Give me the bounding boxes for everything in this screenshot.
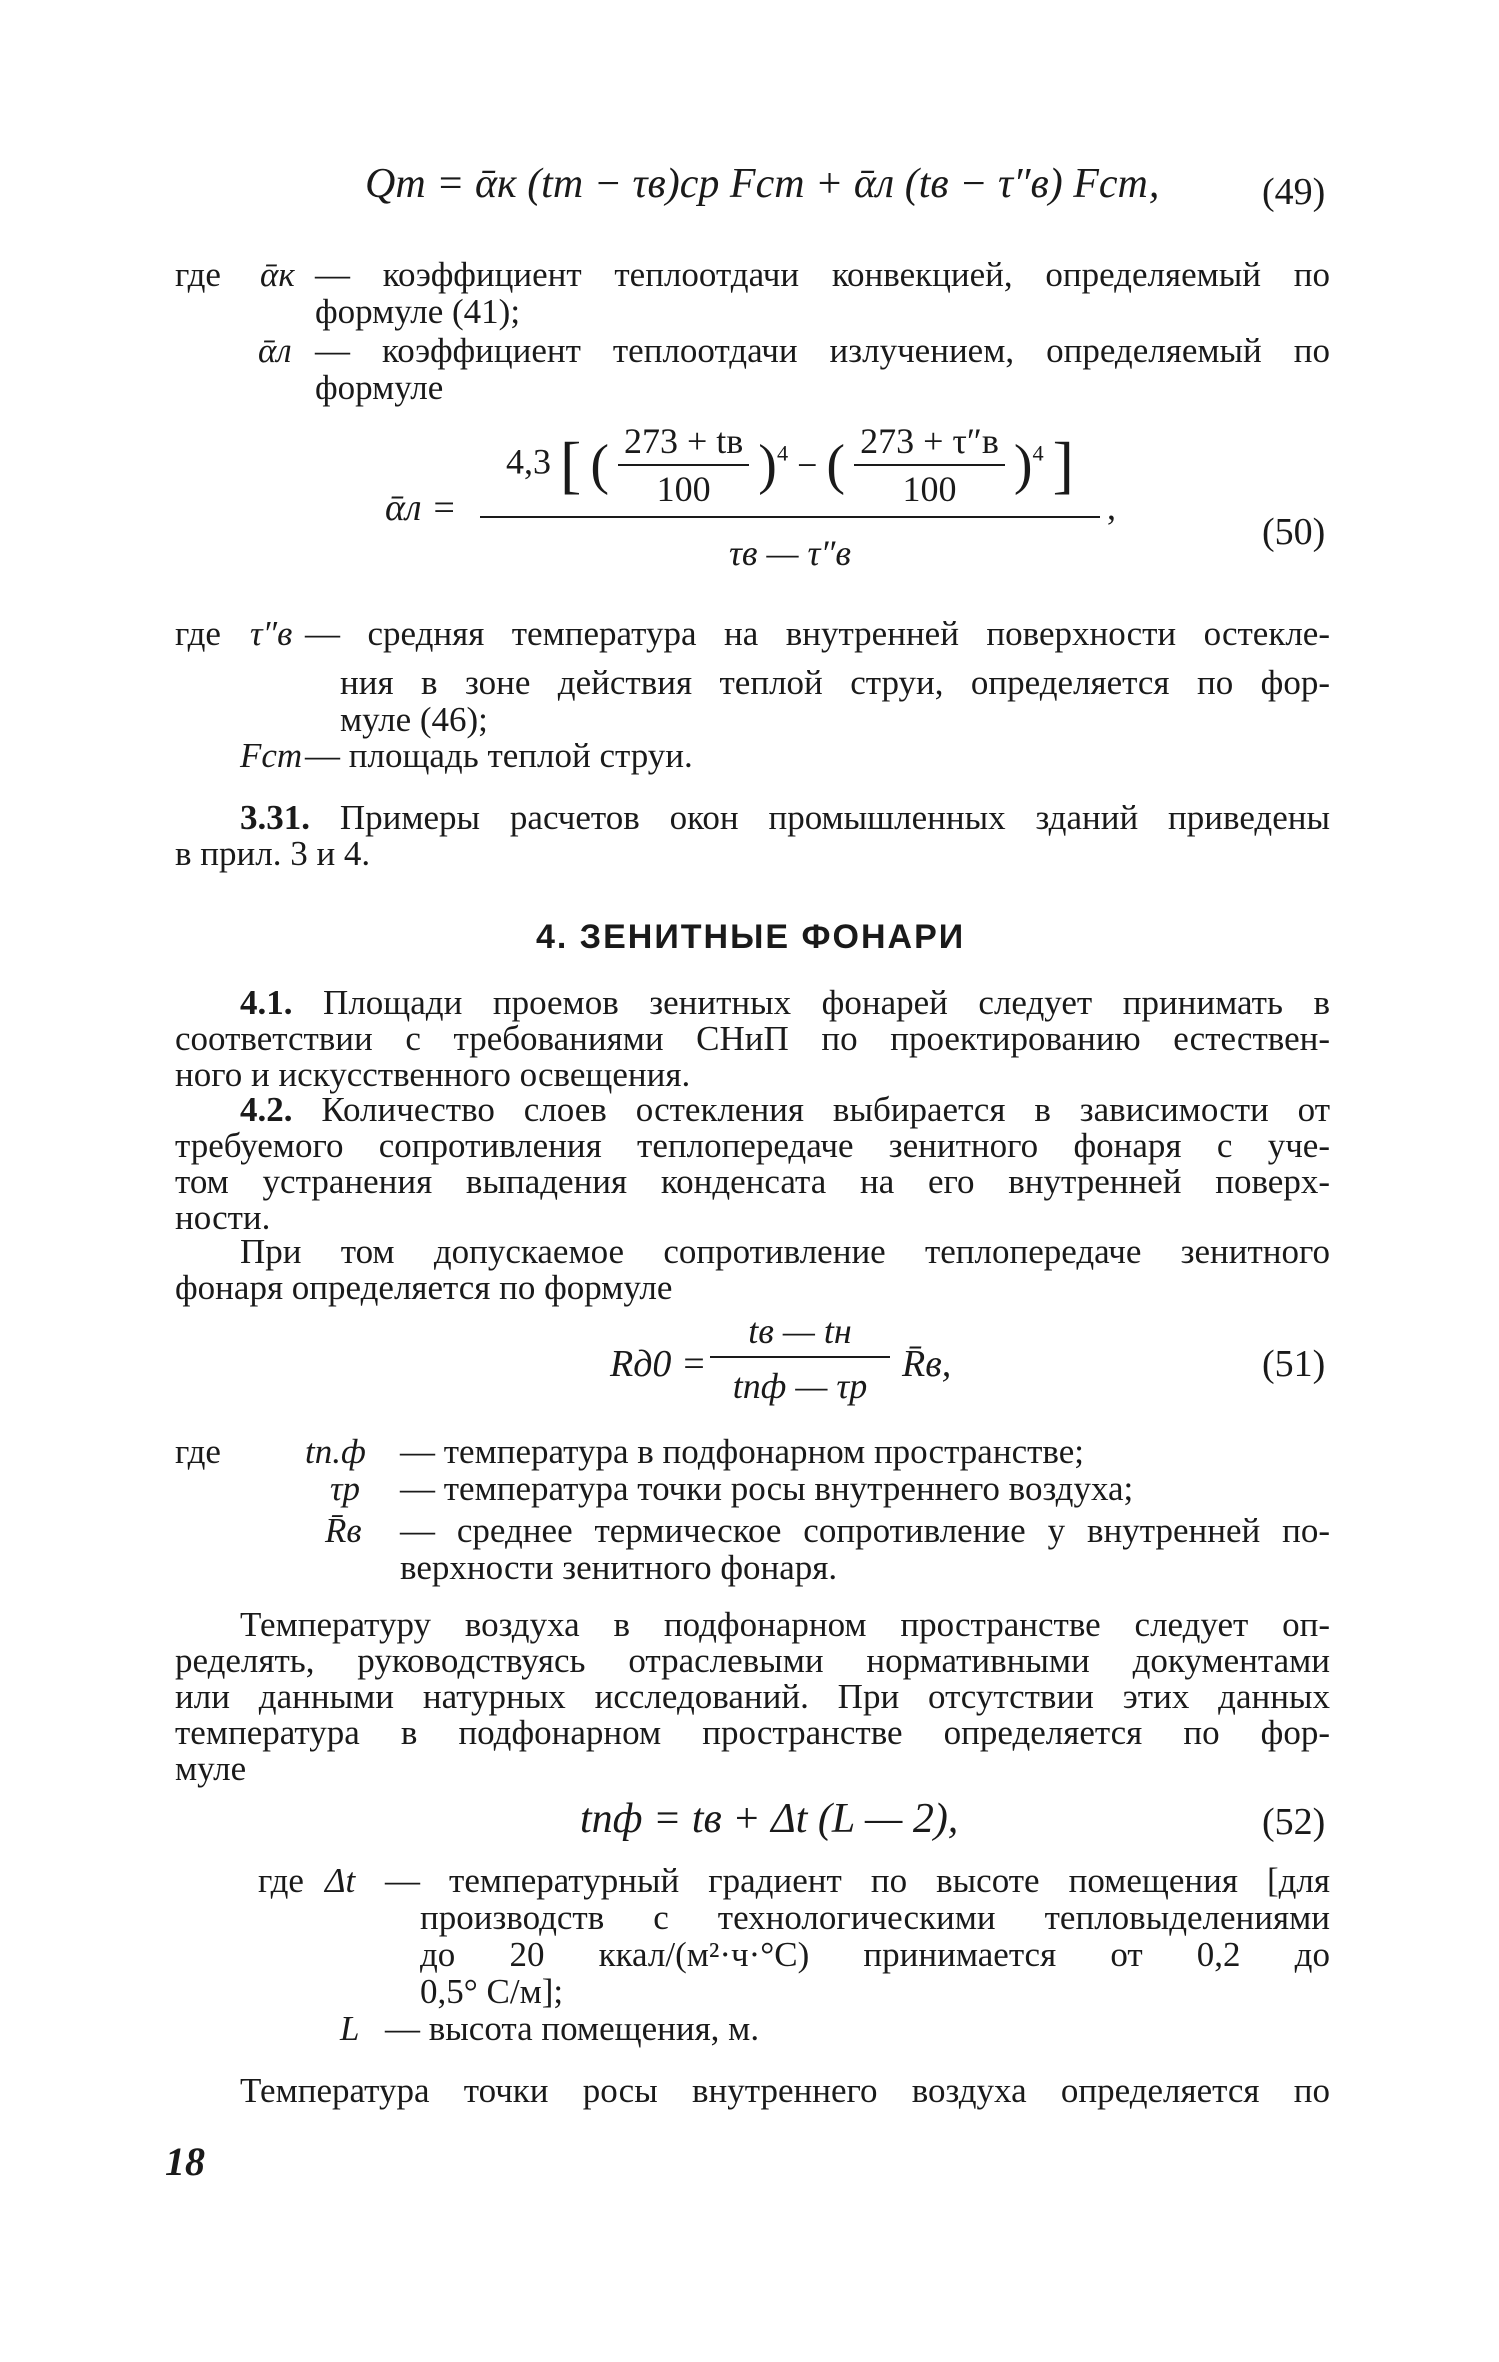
equation-50-bracket-close: ] [1052, 429, 1074, 500]
paragraph-4-2-line1: 4.2. Количество слоев остекления выбирается в зависимости от [240, 1090, 1331, 1129]
delta-t-definition-line1: — температурный градиент по высоте помещения [для [385, 1861, 1330, 1900]
tau-definition-line1: — средняя температура на внутренней поверхности остекле- [305, 614, 1330, 653]
equation-50-fraction-1 [618, 420, 749, 510]
page-number: 18 [165, 2139, 205, 2184]
paragraph-temperature-line1: Температуру воздуха в подфонарном пространстве следует оп- [240, 1605, 1330, 1644]
rv-definition-line1: — среднее термическое сопротивление у внутренней по- [400, 1511, 1330, 1550]
equation-50-fraction-1-den: 100 [656, 469, 711, 509]
paragraph-dew-point [175, 2073, 1330, 2109]
dew-point-definition: — температура точки росы внутреннего воздуха; [400, 1469, 1134, 1508]
paragraph-temperature [175, 1607, 1330, 1787]
height-symbol: L [340, 2009, 360, 2048]
alpha-l-definition-line1: — коэффициент теплоотдачи излучением, определяемый по [315, 331, 1330, 370]
equation-50-fraction-2-den: 100 [902, 469, 957, 509]
tau-definition-line2: ния в зоне действия теплой струи, определяется по фор- [340, 663, 1330, 702]
paragraph-3-31-number: 3.31. [240, 798, 310, 837]
equation-49-number: (49) [1262, 171, 1326, 213]
paragraph-allowed-resistance [175, 1234, 1330, 1306]
paragraph-4-2-line3: том устранения выпадения конденсата на его внутренней поверх- [175, 1162, 1330, 1201]
paragraph-dew-point-line1: Температура точки росы внутреннего воздуха определяется по [240, 2071, 1330, 2110]
equation-50-fraction-1-num: 273 + tв [618, 420, 749, 466]
equation-52 [580, 1795, 958, 1843]
height-definition: — высота помещения, м. [385, 2009, 760, 2048]
paragraph-allowed-resistance-line2: фонаря определяется по формуле [175, 1268, 673, 1307]
equation-51-rhs: R̄в, [902, 1343, 952, 1385]
paragraph-4-2-line2: требуемого сопротивления теплопередаче зенитного фонаря с уче- [175, 1126, 1330, 1165]
alpha-l-symbol: ᾱл [258, 331, 292, 370]
equation-51 [610, 1310, 1040, 1420]
equation-50-paren-open-2: ( [826, 434, 846, 496]
equation-50-bracket-open: [ [560, 429, 582, 500]
equation-49 [365, 160, 1159, 208]
equation-50-paren-open-1: ( [590, 434, 609, 496]
section-heading: 4. ЗЕНИТНЫЕ ФОНАРИ [536, 918, 966, 956]
equation-50-fraction-2 [854, 420, 1005, 510]
fst-symbol: Fст [240, 736, 303, 775]
equation-50-fraction-2-num: 273 + τ″в [854, 420, 1005, 466]
where-label: где [175, 1432, 221, 1471]
paragraph-4-1-number: 4.1. [240, 983, 293, 1022]
tau-symbol: τ″в [250, 614, 293, 653]
equation-50-paren-close-1: ) [758, 434, 777, 496]
tpf-symbol: tп.ф [305, 1432, 366, 1471]
equation-50-lhs: ᾱл = [385, 487, 457, 529]
rv-definition-line2: верхности зенитного фонаря. [400, 1548, 838, 1587]
paragraph-3-31 [175, 800, 1330, 872]
delta-t-definition-line4: 0,5° С/м]; [420, 1972, 564, 2011]
equation-52-formula: tпф = tв + Δt (L — 2), [580, 1796, 959, 1842]
rv-symbol: R̄в [325, 1511, 362, 1550]
where-label: где [258, 1861, 304, 1900]
paragraph-4-1-line1: 4.1. Площади проемов зенитных фонарей следует принимать в [240, 983, 1330, 1022]
where-label: где [175, 255, 221, 294]
equation-51-number: (51) [1262, 1343, 1326, 1385]
dew-point-symbol: τр [330, 1469, 361, 1508]
equation-50-denominator: τв — τ″в [728, 533, 852, 573]
equation-50-minus: − [797, 445, 818, 485]
equation-50-comma: , [1107, 487, 1116, 527]
paragraph-4-2-number: 4.2. [240, 1090, 293, 1129]
equation-51-denominator: tпф — τр [732, 1366, 868, 1406]
equation-50-exponent-2: 4 [1032, 440, 1044, 466]
equation-50-numerator [480, 420, 1100, 518]
paragraph-temperature-line3: или данными натурных исследований. При отсутствии этих данных [175, 1677, 1330, 1716]
paragraph-temperature-line4: температура в подфонарном пространстве определяется по фор- [175, 1713, 1330, 1752]
paragraph-4-1-line3: ного и искусственного освещения. [175, 1055, 691, 1094]
paragraph-4-2 [175, 1092, 1330, 1236]
fst-definition: — площадь теплой струи. [305, 736, 693, 775]
paragraph-allowed-resistance-line1: При том допускаемое сопротивление теплопередаче зенитного [240, 1232, 1330, 1271]
equation-51-numerator: tв — tн [710, 1310, 890, 1358]
equation-50-number: (50) [1262, 511, 1326, 553]
equation-50-coefficient: 4,3 [506, 441, 552, 482]
alpha-k-symbol: ᾱк [260, 255, 295, 294]
paragraph-temperature-line2: ределять, руководствуясь отраслевыми нормативными документами [175, 1641, 1330, 1680]
tpf-definition: — температура в подфонарном пространстве; [400, 1432, 1084, 1471]
paragraph-4-1 [175, 985, 1330, 1093]
equation-50-exponent-1: 4 [776, 440, 789, 466]
paragraph-4-1-line2: соответствии с требованиями СНиП по проектированию естествен- [175, 1019, 1330, 1058]
equation-49-formula: Qт = ᾱк (tm − τв)ср Fст + ᾱл (tв − τ″в) Fст, [365, 161, 1160, 207]
equation-50 [385, 420, 1125, 590]
tau-definition-line3: муле (46); [340, 700, 488, 739]
equation-51-lhs: Rд0 = [610, 1343, 707, 1385]
delta-t-symbol: Δt [325, 1861, 356, 1900]
delta-t-definition-line2: производств с технологическими тепловыделениями [420, 1898, 1330, 1937]
equation-52-number: (52) [1262, 1801, 1326, 1843]
alpha-k-definition-line2: формуле (41); [315, 292, 521, 331]
where-label: где [175, 614, 221, 653]
paragraph-temperature-line5: муле [175, 1749, 247, 1788]
alpha-l-definition-line2: формуле [315, 368, 444, 407]
delta-t-definition-line3: до 20 ккал/(м²·ч·°С) принимается от 0,2 до [420, 1935, 1330, 1974]
paragraph-3-31-line2: в прил. 3 и 4. [175, 834, 371, 873]
paragraph-3-31-line1: 3.31. Примеры расчетов окон промышленных зданий приведены [240, 798, 1330, 837]
alpha-k-definition-line1: — коэффициент теплоотдачи конвекцией, определяемый по [315, 255, 1330, 294]
equation-50-paren-close-2: ) [1013, 434, 1033, 496]
paragraph-4-2-line4: ности. [175, 1198, 271, 1237]
